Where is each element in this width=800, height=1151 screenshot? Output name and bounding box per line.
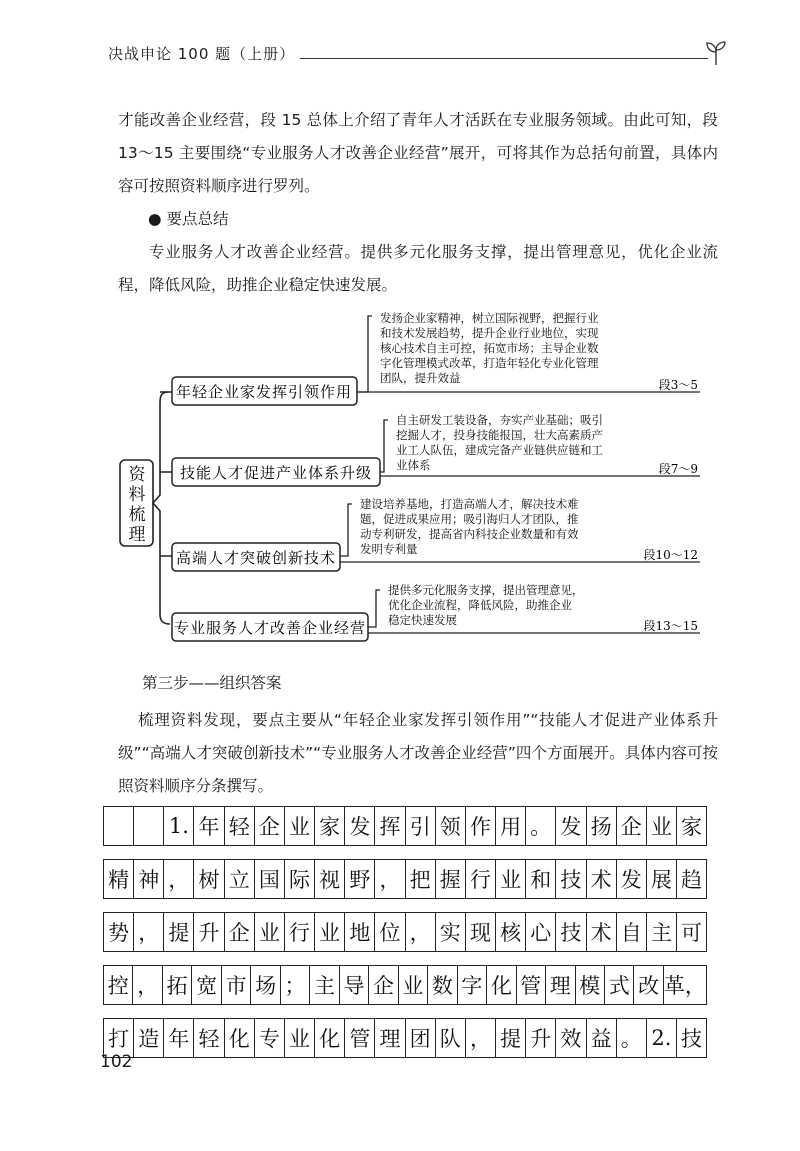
answer-grid-cell: 技 [556, 913, 586, 951]
answer-grid-cell: 势 [104, 913, 134, 951]
branch-detail-line: 自主研发工装设备，夯实产业基础；吸引 [396, 413, 603, 427]
branch-ref: 段3～5 [658, 378, 698, 392]
answer-grid-cell: 趋 [681, 868, 703, 892]
answer-grid-cell: 场 [251, 966, 280, 1004]
answer-intro-paragraph: 梳理资料发现，要点主要从“年轻企业家发挥引领作用”“技能人才促进产业体系升级”“高端人才突破创新技术”“专业服务人才改善企业经营”四个方面展开。具体内容可按照资料顺序分条撰写。 [118, 711, 718, 795]
answer-grid-cell: ， [375, 860, 405, 898]
branch-detail-line: 建设培养基地，打造高端人才，解决技术难 [360, 497, 579, 511]
branch-detail-line: 字化管理模式改革，打造年轻化专业化管理 [380, 356, 599, 370]
answer-grid-cell: 把 [406, 860, 436, 898]
answer-grid-cell: 实 [436, 913, 466, 951]
branch-link [368, 590, 380, 627]
answer-grid-cell: 式 [605, 966, 634, 1004]
answer-grid-cell: 立 [225, 860, 255, 898]
answer-grid-cell: 技 [681, 1027, 703, 1051]
answer-grid-cell: 。 [617, 1019, 647, 1057]
answer-grid-cell: 核 [496, 913, 526, 951]
answer-grid-cell: 1. [164, 807, 194, 845]
answer-grid-cell: 发 [556, 807, 586, 845]
answer-grid-cell: 作 [466, 807, 496, 845]
answer-grid-cell: 打 [104, 1019, 134, 1057]
answer-grid-cell: 数 [428, 966, 457, 1004]
book-title: 决战申论 100 题（上册） [108, 45, 296, 63]
root-char: 料 [128, 485, 146, 505]
answer-grid-cell: 化 [315, 1019, 345, 1057]
branch-link [357, 316, 372, 392]
answer-grid-cell: 地 [345, 913, 375, 951]
answer-grid-cell: 业 [285, 807, 315, 845]
answer-grid-cell: 心 [526, 913, 556, 951]
answer-grid-cell: 轻 [194, 1019, 224, 1057]
answer-grid-cell: 主 [647, 913, 677, 951]
branch-label: 技能人才促进产业体系升级 [179, 464, 373, 482]
answer-grid-cell: 业 [399, 966, 428, 1004]
branch-detail-line: 发明专利量 [360, 542, 418, 556]
answer-grid-cell: 和 [526, 860, 556, 898]
answer-grid-cell: 导 [340, 966, 369, 1004]
answer-grid-cell: 扬 [587, 807, 617, 845]
answer-grid-cell: 管 [345, 1019, 375, 1057]
branch-detail-line: 挖掘人才，投身技能报国，壮大高素质产 [396, 428, 603, 442]
answer-grid-cell: 神 [134, 860, 164, 898]
branch-ref: 段7～9 [658, 462, 698, 476]
branch-detail-line: 业体系 [396, 458, 431, 472]
answer-grid-cell: 术 [587, 860, 617, 898]
branch-detail-line: 题，促进成果应用；吸引海归人才团队，推 [360, 512, 579, 526]
answer-grid-row [103, 859, 707, 899]
answer-grid-cell: 位 [375, 913, 405, 951]
branch-brace [153, 392, 170, 624]
branch-detail-line: 发扬企业家精神，树立国际视野，把握行业 [380, 311, 599, 325]
answer-grid [103, 806, 707, 1071]
answer-grid-cell: 家 [681, 815, 703, 839]
answer-grid-row [103, 912, 707, 952]
answer-grid-cell: 宽 [192, 966, 221, 1004]
answer-grid-cell: 市 [222, 966, 251, 1004]
answer-grid-cell: 术 [587, 913, 617, 951]
branch-detail-line: 稳定快速发展 [388, 613, 457, 627]
answer-grid-cell: 主 [310, 966, 339, 1004]
answer-grid-cell: ， [133, 966, 162, 1004]
answer-grid-cell: 展 [647, 860, 677, 898]
answer-grid-row [103, 1018, 707, 1058]
answer-grid-cell: 年 [164, 1019, 194, 1057]
answer-grid-cell: 业 [285, 1019, 315, 1057]
answer-grid-cell: ， [134, 913, 164, 951]
answer-grid-cell: 挥 [375, 807, 405, 845]
answer-grid-cell: 树 [194, 860, 224, 898]
answer-grid-cell: 。 [526, 807, 556, 845]
answer-grid-cell: 拓 [163, 966, 192, 1004]
answer-grid-cell: 队 [436, 1019, 466, 1057]
answer-grid-cell: 企 [369, 966, 398, 1004]
branch-detail-line: 优化企业流程，降低风险，助推企业 [388, 598, 572, 612]
answer-grid-cell: 升 [526, 1019, 556, 1057]
answer-grid-cell: 企 [255, 807, 285, 845]
answer-grid-cell: 字 [458, 966, 487, 1004]
answer-grid-cell: 际 [285, 860, 315, 898]
answer-grid-cell: 家 [315, 807, 345, 845]
answer-grid-cell: 可 [681, 921, 703, 945]
answer-grid-cell: 领 [436, 807, 466, 845]
answer-grid-cell: 企 [617, 807, 647, 845]
answer-grid-cell: ； [281, 966, 310, 1004]
answer-grid-cell: 发 [345, 807, 375, 845]
answer-grid-cell: 用 [496, 807, 526, 845]
answer-grid-cell: 行 [285, 913, 315, 951]
answer-grid-cell: ， [164, 860, 194, 898]
answer-grid-cell: 发 [617, 860, 647, 898]
branch-detail-line: 和技术发展趋势，提升企业行业地位，实现 [380, 326, 599, 340]
answer-grid-cell: 精 [104, 860, 134, 898]
branch-detail-line: 提供多元化服务支撑，提出管理意见， [388, 583, 584, 597]
answer-grid-cell: 引 [406, 807, 436, 845]
answer-grid-cell: 国 [255, 860, 285, 898]
answer-grid-cell: 提 [496, 1019, 526, 1057]
summary-heading: ● 要点总结 [148, 210, 229, 228]
branch-ref: 段10～12 [643, 548, 698, 562]
branch-link [340, 504, 352, 556]
answer-grid-cell: 野 [345, 860, 375, 898]
answer-grid-cell: 革， [663, 974, 706, 998]
branch-label: 高端人才突破创新技术 [175, 549, 337, 567]
answer-grid-cell: ， [466, 1019, 496, 1057]
root-char: 梳 [128, 505, 146, 525]
answer-grid-row [103, 965, 707, 1005]
answer-grid-cell: 控 [104, 966, 133, 1004]
answer-grid-row [103, 806, 707, 846]
answer-grid-cell: 升 [194, 913, 224, 951]
answer-grid-cell: 改 [634, 966, 663, 1004]
answer-grid-cell: 握 [436, 860, 466, 898]
answer-grid-cell: 效 [556, 1019, 586, 1057]
summary-paragraph: 专业服务人才改善企业经营。提供多元化服务支撑，提出管理意见，优化企业流程，降低风险，助推企业稳定快速发展。 [118, 243, 718, 294]
answer-grid-cell: 管 [517, 966, 546, 1004]
root-char: 理 [128, 525, 146, 545]
branch-label: 专业服务人才改善企业经营 [173, 619, 367, 637]
answer-grid-cell: 提 [164, 913, 194, 951]
answer-grid-cell: 现 [466, 913, 496, 951]
answer-grid-cell: 业 [255, 913, 285, 951]
branch-link [380, 420, 388, 472]
answer-grid-cell: ， [406, 913, 436, 951]
branch-ref: 段13～15 [643, 619, 698, 633]
answer-grid-cell: 自 [617, 913, 647, 951]
branch-detail-line: 团队，提升效益 [380, 371, 461, 385]
branch-detail-line: 业工人队伍，建成完备产业链供应链和工 [396, 443, 603, 457]
answer-grid-cell: 模 [576, 966, 605, 1004]
answer-grid-cell: 业 [315, 913, 345, 951]
answer-grid-cell: 年 [194, 807, 224, 845]
branch-detail-line: 动专利研发，提高省内科技企业数量和有效 [360, 527, 579, 541]
step-heading: 第三步——组织答案 [142, 674, 282, 692]
answer-grid-cell: 团 [406, 1019, 436, 1057]
answer-grid-cell: 理 [375, 1019, 405, 1057]
answer-grid-cell: 业 [647, 807, 677, 845]
answer-grid-cell: 企 [225, 913, 255, 951]
intro-paragraph: 才能改善企业经营，段 15 总体上介绍了青年人才活跃在专业服务领域。由此可知，段 13～15 主要围绕“专业服务人才改善企业经营”展开，可将其作为总括句前置，具体内容可按照资料顺序进行罗列。 [118, 111, 718, 195]
branch-label: 年轻企业家发挥引领作用 [175, 383, 353, 401]
root-char: 资 [128, 465, 146, 485]
answer-grid-cell: 行 [466, 860, 496, 898]
answer-grid-cell: 专 [255, 1019, 285, 1057]
answer-grid-cell: 视 [315, 860, 345, 898]
answer-grid-cell: 2. [647, 1019, 677, 1057]
branch-detail-line: 核心技术自主可控，拓宽市场；主导企业数 [380, 341, 599, 355]
answer-grid-cell [134, 807, 164, 845]
answer-grid-cell [104, 807, 134, 845]
answer-grid-cell: 化 [225, 1019, 255, 1057]
answer-grid-cell: 理 [546, 966, 575, 1004]
answer-grid-cell: 造 [134, 1019, 164, 1057]
answer-grid-cell: 技 [556, 860, 586, 898]
answer-grid-cell: 化 [487, 966, 516, 1004]
answer-grid-cell: 益 [587, 1019, 617, 1057]
answer-grid-cell: 轻 [225, 807, 255, 845]
answer-grid-cell: 业 [496, 860, 526, 898]
page-number: 102 [100, 1052, 133, 1072]
